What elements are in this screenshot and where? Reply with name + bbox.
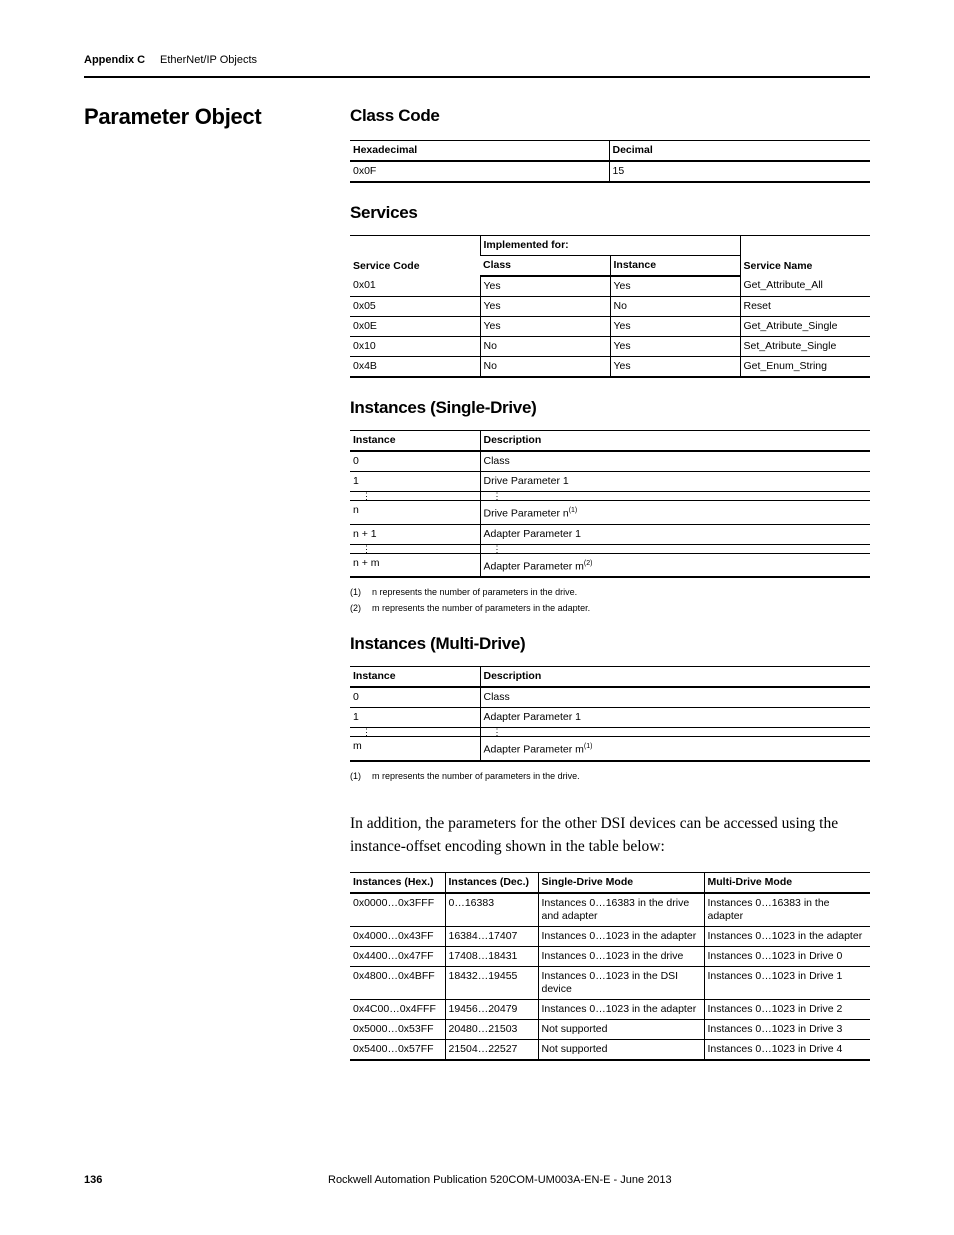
table-cell [480, 687, 870, 708]
cell-text: 19456…20479 [448, 1002, 518, 1015]
table-cell [538, 999, 704, 1019]
table-cell [538, 1039, 704, 1060]
class-code-table [350, 140, 870, 183]
cell-text: 0x05 [353, 300, 376, 312]
table-cell [610, 357, 740, 378]
table-row [350, 524, 870, 544]
footnote-number: (1) [350, 770, 361, 781]
table-cell [610, 276, 740, 297]
cell-text: 0x4C00…0x4FFF [353, 1002, 436, 1015]
col-instance: Instance [610, 256, 740, 277]
col-instances-dec: Instances (Dec.) [445, 872, 538, 893]
instances-single-heading: Instances (Single-Drive) [350, 398, 537, 417]
table-cell [445, 1019, 538, 1039]
table-cell [350, 893, 445, 927]
cell-text: 0 [353, 691, 359, 703]
table-cell [538, 946, 704, 966]
cell-text: 0x10 [353, 340, 376, 352]
table-row [350, 357, 870, 378]
col-instances-hex: Instances (Hex.) [350, 872, 445, 893]
table-cell [350, 524, 480, 544]
table-cell [704, 926, 870, 946]
cell-text: Yes [613, 340, 631, 352]
cell-text: ⋮ [492, 491, 502, 501]
cell-text: 0x4B [353, 360, 377, 372]
table-cell [610, 337, 740, 357]
table-row [350, 553, 870, 577]
cell-text: 0x01 [353, 279, 376, 291]
table-row: 0x0F 15 [350, 161, 870, 182]
cell-text: Instances 0…1023 in Drive 4 [707, 1042, 843, 1055]
cell-text: Set_Atribute_Single [743, 340, 837, 352]
table-cell [445, 926, 538, 946]
cell-text: Instances 0…1023 in the DSI device [541, 969, 679, 995]
cell-text: 18432…19455 [448, 969, 518, 982]
footnote-text: m represents the number of parameters in the drive. [372, 770, 580, 781]
cell-text: 16384…17407 [448, 929, 518, 942]
cell-text: ⋮ [492, 727, 502, 737]
col-decimal: Decimal [609, 141, 870, 162]
table-cell [350, 357, 480, 378]
table-row [350, 544, 870, 553]
services-table [350, 235, 870, 378]
cell-text: 0x4000…0x43FF [353, 929, 434, 942]
cell-text: Instances 0…1023 in the adapter [707, 929, 863, 942]
cell-text: n [353, 504, 359, 516]
table-cell [538, 893, 704, 927]
table-cell [704, 966, 870, 999]
footnotes [350, 768, 870, 784]
col-service-name: Service Name [740, 236, 870, 277]
table-cell [350, 999, 445, 1019]
cell-text: 1 [353, 711, 359, 723]
table-row [350, 337, 870, 357]
instances-multi-heading: Instances (Multi-Drive) [350, 634, 526, 653]
table-row [350, 1039, 870, 1060]
table-cell [350, 501, 480, 525]
table-cell [350, 708, 480, 728]
table-cell [350, 472, 480, 492]
cell-text: 0x0000…0x3FFF [353, 896, 435, 909]
table-cell [740, 337, 870, 357]
cell-text: Yes [613, 360, 631, 372]
table-cell [740, 276, 870, 297]
col-class: Class [480, 256, 610, 277]
table-cell [704, 1039, 870, 1060]
table-cell [480, 297, 610, 317]
table-row [350, 317, 870, 337]
table-cell [538, 1019, 704, 1039]
footnotes [350, 584, 870, 616]
page-number: 136 [84, 1174, 103, 1186]
cell-text: Yes [483, 280, 501, 292]
cell-text: Instances 0…1023 in the adapter [541, 929, 697, 942]
table-cell [480, 317, 610, 337]
table-cell [350, 276, 480, 297]
col-description: Description [480, 667, 870, 688]
cell-text: 21504…22527 [448, 1042, 518, 1055]
footnote-text: n represents the number of parameters in the drive. [372, 587, 578, 597]
appendix-label: Appendix C [84, 54, 146, 66]
table-cell [480, 553, 870, 577]
table-row [350, 687, 870, 708]
col-implemented-for: Implemented for: [480, 236, 740, 256]
table-cell [350, 337, 480, 357]
table-cell [445, 1039, 538, 1060]
cell-text: 0x5400…0x57FF [353, 1042, 434, 1055]
cell-text: Adapter Parameter 1 [483, 711, 581, 723]
cell-text: Get_Atribute_Single [743, 320, 838, 332]
table-cell [610, 297, 740, 317]
table-row [350, 728, 870, 737]
cell-text: Instances 0…16383 in the drive and adapter [541, 896, 690, 922]
table-cell [350, 553, 480, 577]
table-cell [350, 1039, 445, 1060]
cell-text: Get_Attribute_All [743, 279, 823, 291]
table-cell [350, 1019, 445, 1039]
footnote-text: m represents the number of parameters in the adapter. [372, 603, 591, 613]
table-cell [350, 687, 480, 708]
instance-offset-table [350, 872, 870, 1061]
table-cell [445, 966, 538, 999]
services-heading: Services [350, 203, 418, 222]
table-row [350, 966, 870, 999]
publication-info: Rockwell Automation Publication 520COM-UM003A-EN-E - June 2013 [328, 1174, 672, 1186]
table-cell [480, 276, 610, 297]
table-cell [480, 728, 870, 737]
cell-text: Instances 0…1023 in Drive 0 [707, 949, 843, 962]
footnote-ref: (2) [583, 559, 593, 567]
cell-text: 17408…18431 [448, 949, 518, 962]
table-cell [480, 451, 870, 472]
table-row [350, 501, 870, 525]
class-code-heading: Class Code [350, 106, 440, 125]
table-cell [445, 946, 538, 966]
col-description: Description [480, 431, 870, 452]
cell-text: Adapter Parameter m [483, 560, 584, 572]
cell-text: No [613, 300, 627, 312]
table-cell [350, 926, 445, 946]
table-cell [740, 317, 870, 337]
table-cell [480, 544, 870, 553]
footnote-number: (1) [350, 587, 361, 597]
footnote-ref: (1) [583, 743, 593, 750]
cell-text: ⋮ [492, 543, 502, 554]
table-cell [480, 737, 870, 761]
cell-text: Drive Parameter n [483, 507, 569, 520]
table-cell [704, 946, 870, 966]
instances-single-table [350, 430, 870, 578]
table-row [350, 893, 870, 927]
table-cell [350, 966, 445, 999]
table-cell [740, 357, 870, 378]
main-content [350, 106, 870, 1061]
cell-text: 0x4800…0x4BFF [353, 969, 435, 982]
table-cell [538, 926, 704, 946]
cell-text: Yes [483, 320, 501, 332]
cell-text: Class [483, 691, 510, 703]
table-row [350, 737, 870, 761]
cell-text: 1 [353, 475, 359, 487]
table-cell [740, 297, 870, 317]
table-cell [610, 317, 740, 337]
table-row [350, 451, 870, 472]
cell-text: 0x5000…0x53FF [353, 1022, 434, 1035]
instances-multi-table [350, 666, 870, 762]
table-cell [704, 1019, 870, 1039]
cell-text: Adapter Parameter m [483, 743, 584, 756]
table-cell [350, 728, 480, 737]
table-row [350, 276, 870, 297]
cell-text: Instances 0…16383 in the adapter [707, 896, 830, 922]
cell-text: Reset [743, 300, 771, 312]
table-cell [480, 357, 610, 378]
cell-text: No [483, 340, 497, 352]
cell-text: n + m [353, 556, 380, 569]
intro-paragraph: In addition, the parameters for the other DSI devices can be accessed using the instance-offset encoding shown in the table below: [350, 814, 839, 855]
footnote [350, 768, 870, 784]
cell-text: Instances 0…1023 in Drive 1 [707, 969, 843, 982]
table-cell [350, 946, 445, 966]
footnote [350, 600, 870, 616]
table-cell [445, 999, 538, 1019]
table-row [350, 946, 870, 966]
footnote [350, 584, 870, 600]
table-row [350, 492, 870, 501]
footnote-ref: (1) [568, 507, 578, 514]
cell-text: Get_Enum_String [743, 360, 827, 372]
col-multi-drive-mode: Multi-Drive Mode [704, 872, 870, 893]
table-cell [350, 317, 480, 337]
col-hexadecimal: Hexadecimal [350, 141, 609, 162]
table-cell [350, 492, 480, 501]
table-row [350, 297, 870, 317]
cell-text: Yes [613, 320, 631, 332]
table-row [350, 926, 870, 946]
table-cell [350, 737, 480, 761]
table-row [350, 708, 870, 728]
table-row [350, 1019, 870, 1039]
table-cell [704, 893, 870, 927]
cell-text: Not supported [541, 1042, 608, 1055]
col-single-drive-mode: Single-Drive Mode [538, 872, 704, 893]
table-row [350, 999, 870, 1019]
cell-text: 0x0E [353, 320, 377, 332]
footnote-number: (2) [350, 603, 361, 613]
cell-text: Instances 0…1023 in the adapter [541, 1002, 697, 1015]
cell-text: Yes [613, 280, 631, 292]
table-cell [480, 708, 870, 728]
cell-text: ⋮ [362, 543, 371, 554]
page-title: Parameter Object [84, 104, 262, 129]
section-label: EtherNet/IP Objects [160, 54, 258, 66]
cell-text: ⋮ [362, 491, 371, 501]
cell-text: ⋮ [362, 727, 371, 737]
table-row [350, 472, 870, 492]
table-cell [704, 999, 870, 1019]
cell-text: No [483, 360, 497, 372]
cell-text: m [353, 740, 362, 752]
table-cell [480, 472, 870, 492]
table-cell [350, 297, 480, 317]
cell-text: Yes [483, 300, 501, 312]
cell-text: Instances 0…1023 in Drive 2 [707, 1002, 843, 1015]
cell-text: 0 [353, 455, 359, 467]
table-cell [480, 492, 870, 501]
table-cell [480, 337, 610, 357]
cell-text: Class [483, 455, 510, 467]
col-instance: Instance [350, 667, 480, 688]
col-instance: Instance [350, 431, 480, 452]
cell-text: 0…16383 [448, 896, 495, 909]
cell-text: Adapter Parameter 1 [483, 527, 581, 540]
table-cell [538, 966, 704, 999]
cell-text: 0x4400…0x47FF [353, 949, 434, 962]
table-cell [480, 524, 870, 544]
table-cell [350, 451, 480, 472]
cell-text: Drive Parameter 1 [483, 475, 569, 487]
table-cell [350, 544, 480, 553]
cell-text: Instances 0…1023 in Drive 3 [707, 1022, 843, 1035]
cell-text: Not supported [541, 1022, 608, 1035]
running-header [84, 52, 870, 78]
col-service-code: Service Code [353, 260, 420, 272]
cell-text: n + 1 [353, 527, 377, 540]
cell-text: 20480…21503 [448, 1022, 518, 1035]
table-cell [445, 893, 538, 927]
table-cell [480, 501, 870, 525]
cell-text: Instances 0…1023 in the drive [541, 949, 684, 962]
